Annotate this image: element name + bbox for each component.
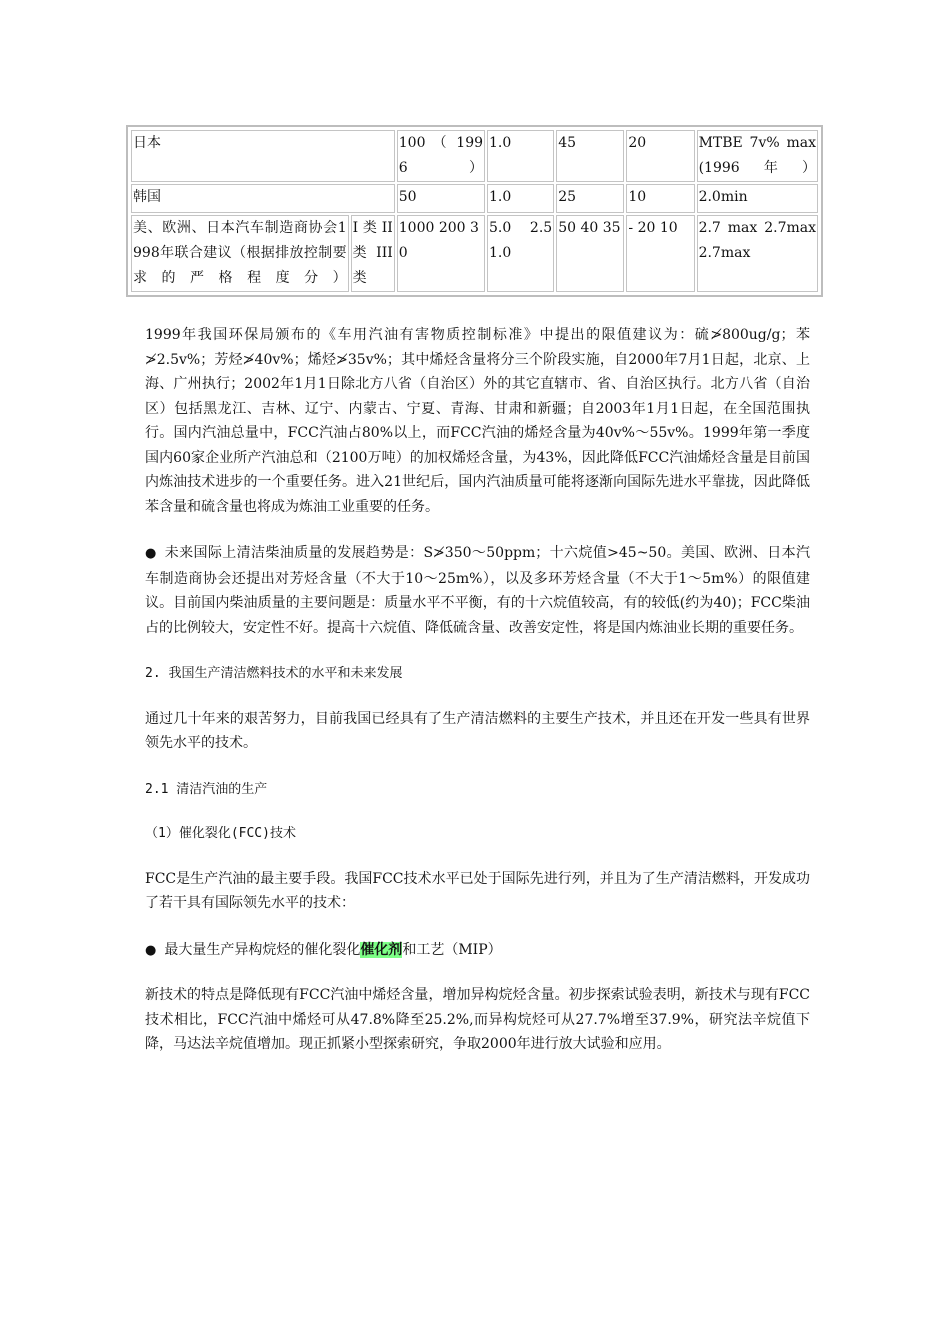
- paragraph-intro-tech: 通过几十年来的艰苦努力，目前我国已经具有了生产清洁燃料的主要生产技术，并且还在开发一些具有世界领先水平的技术。: [145, 710, 810, 751]
- paragraph-diesel-trend-text: 未来国际上清洁柴油质量的发展趋势是：S≯350～50ppm；十六烷值>45~50。美国、欧洲、日本汽车制造商协会还提出对芳烃含量（不大于10～25m%），以及多环芳烃含量（不大于1～5m%）的限值建议。目前国内柴油质量的主要问题是：质量水平不平衡，有的十六烷值较高，有的较低(约为40)；FCC柴油占的比例较大，安定性不好。提高十六烷值、降低硫含量、改善安定性，将是国内炼油业长期的重要任务。: [145, 545, 810, 636]
- paragraph-mip-details: 新技术的特点是降低现有FCC汽油中烯烃含量，增加异构烷烃含量。初步探索试验表明，新技术与现有FCC技术相比，FCC汽油中烯烃可从47.8%降至25.2%,而异构烷烃可从27.7%增至37.9%，研究法辛烷值下降，马达法辛烷值增加。现正抓紧小型探索研究，争取2000年进行放大试验和应用。: [145, 987, 810, 1052]
- table-cell-region: 韩国: [131, 184, 395, 213]
- standards-table: [126, 125, 823, 297]
- table-cell-region: 美、欧洲、日本汽车制造商协会1998年联合建议（根据排放控制要求的严格程度分）: [131, 215, 349, 292]
- table-cell: 50: [397, 184, 485, 213]
- bullet-item-mip: [145, 938, 810, 964]
- section-heading-2-1: 2.1 清洁汽油的生产: [145, 781, 268, 797]
- table-cell: - 20 10: [626, 215, 694, 292]
- paragraph-fcc: FCC是生产汽油的最主要手段。我国FCC技术水平已处于国际先进行列，并且为了生产清洁燃料，开发成功了若干具有国际领先水平的技术：: [145, 870, 810, 911]
- table-cell: 1.0: [487, 184, 554, 213]
- table-cell: 20: [626, 130, 694, 182]
- table-row: [131, 130, 818, 182]
- table-cell: 1000 200 30: [397, 215, 485, 292]
- table-cell: 2.7 max 2.7max 2.7max: [697, 215, 818, 292]
- table-cell: 50 40 35: [556, 215, 624, 292]
- table-cell: 25: [556, 184, 624, 213]
- table-cell-class: I 类 II 类 III类: [351, 215, 395, 292]
- bullet-icon: ●: [145, 546, 157, 561]
- subsection-heading-fcc: （1）催化裂化(FCC)技术: [145, 826, 296, 841]
- document-body: [145, 323, 810, 1079]
- table-cell: 5.0 2.5 1.0: [487, 215, 554, 292]
- standards-table-grid: [129, 128, 820, 294]
- table-row: [131, 215, 818, 292]
- mip-text-post: 和工艺（MIP）: [402, 941, 502, 958]
- table-cell-region: 日本: [131, 130, 395, 182]
- table-cell: 2.0min: [697, 184, 818, 213]
- table-cell: 45: [556, 130, 624, 182]
- table-cell: 1.0: [487, 130, 554, 182]
- table-row: [131, 184, 818, 213]
- highlight-catalyst: 催化剂: [360, 941, 403, 958]
- paragraph-gasoline-standard: 1999年我国环保局颁布的《车用汽油有害物质控制标准》中提出的限值建议为：硫≯800ug/g；苯≯2.5v%；芳烃≯40v%；烯烃≯35v%；其中烯烃含量将分三个阶段实施，自2000年7月1日起，北京、上海、广州执行；2002年1月1日除北方八省（自治区）外的其它直辖市、省、自治区执行。北方八省（自治区）包括黑龙江、吉林、辽宁、内蒙古、宁夏、青海、甘肃和新疆；自2003年1月1日起，在全国范围执行。国内汽油总量中，FCC汽油占80%以上，而FCC汽油的烯烃含量为40v%～55v%。1999年第一季度国内60家企业所产汽油总和（2100万吨）的加权烯烃含量，为43%，因此降低FCC汽油烯烃含量是目前国内炼油技术进步的一个重要任务。进入21世纪后，国内汽油质量可能将逐渐向国际先进水平靠拢，因此降低苯含量和硫含量也将成为炼油工业重要的任务。: [145, 327, 810, 515]
- table-cell: MTBE 7v% max(1996年）: [697, 130, 818, 182]
- table-cell: 100 （ 1996）: [397, 130, 485, 182]
- table-cell: 10: [626, 184, 694, 213]
- section-heading-2: 2. 我国生产清洁燃料技术的水平和未来发展: [145, 666, 403, 681]
- paragraph-diesel-trend: [145, 541, 810, 640]
- bullet-icon: ●: [145, 942, 157, 958]
- mip-text-pre: 最大量生产异构烷烃的催化裂化: [164, 941, 361, 958]
